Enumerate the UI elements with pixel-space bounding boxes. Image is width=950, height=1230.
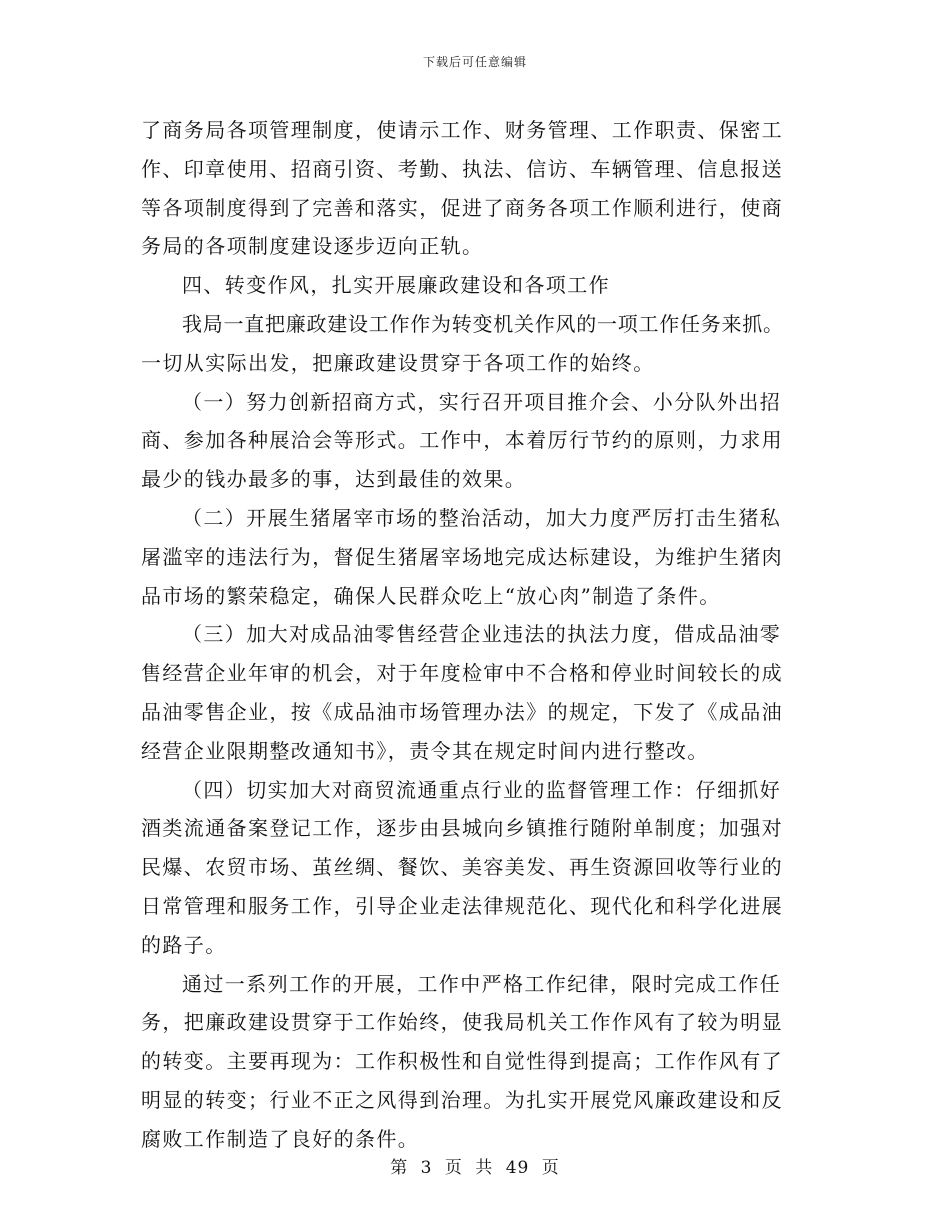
text-line: 售经营企业年审的机会，对于年度检审中不合格和停业时间较长的成 <box>141 661 783 686</box>
text-line: 商、参加各种展洽会等形式。工作中，本着厉行节约的原则，力求用 <box>141 428 783 453</box>
text-line: 屠滥宰的违法行为，督促生猪屠宰场地完成达标建设，为维护生猪肉 <box>141 544 783 569</box>
text-line: 腐败工作制造了良好的条件。 <box>141 1126 420 1151</box>
text-line: （一）努力创新招商方式，实行召开项目推介会、小分队外出招 <box>182 389 782 414</box>
text-line: 一切从实际出发，把廉政建设贯穿于各项工作的始终。 <box>141 350 655 375</box>
text-line: 日常管理和服务工作，引导企业走法律规范化、现代化和科学化进展 <box>141 893 783 918</box>
page-footer <box>0 1153 950 1178</box>
text-line: 最少的钱办最多的事，达到最佳的效果。 <box>141 467 527 492</box>
text-line: 明显的转变；行业不正之风得到治理。为扎实开展党风廉政建设和反 <box>141 1087 783 1112</box>
text-line: （三）加大对成品油零售经营企业违法的执法力度，借成品油零 <box>182 622 782 647</box>
text-line: 品市场的繁荣稳定，确保人民群众吃上“放心肉”制造了条件。 <box>141 583 721 608</box>
text-line: 通过一系列工作的开展，工作中严格工作纪律，限时完成工作任 <box>182 971 782 996</box>
text-line: 了商务局各项管理制度，使请示工作、财务管理、工作职责、保密工 <box>141 118 783 142</box>
page-header: 下载后可任意编辑 <box>422 55 527 69</box>
document-body <box>141 111 813 1159</box>
text-line: 酒类流通备案登记工作，逐步由县城向乡镇推行随附单制度；加强对 <box>141 816 783 841</box>
current-page-number: 3 <box>420 1158 433 1178</box>
text-line: （二）开展生猪屠宰市场的整治活动，加大力度严厉打击生猪私 <box>182 505 782 530</box>
text-line: 品油零售企业，按《成品油市场管理办法》的规定，下发了《成品油 <box>141 699 783 724</box>
text-line: 作、印章使用、招商引资、考勤、执法、信访、车辆管理、信息报送 <box>141 156 783 181</box>
footer-mid: 页 共 <box>444 1158 494 1178</box>
text-line: 的路子。 <box>141 932 227 957</box>
text-line: 民爆、农贸市场、茧丝绸、餐饮、美容美发、再生资源回收等行业的 <box>141 855 783 880</box>
text-line: （四）切实加大对商贸流通重点行业的监督管理工作：仔细抓好 <box>182 777 782 802</box>
text-line: 的转变。主要再现为：工作积极性和自觉性得到提高；工作作风有了 <box>141 1049 783 1074</box>
text-line: 务，把廉政建设贯穿于工作始终，使我局机关工作作风有了较为明显 <box>141 1010 783 1035</box>
footer-prefix: 第 <box>390 1158 409 1178</box>
text-line: 务局的各项制度建设逐步迈向正轨。 <box>141 234 484 259</box>
text-line: 等各项制度得到了完善和落实，促进了商务各项工作顺利进行，使商 <box>141 195 783 220</box>
footer-suffix: 页 <box>541 1158 560 1178</box>
text-line: 经营企业限期整改通知书》，责令其在规定时间内进行整改。 <box>141 738 709 763</box>
total-page-count: 49 <box>505 1158 530 1178</box>
section-heading: 四、转变作风，扎实开展廉政建设和各项工作 <box>182 273 610 298</box>
text-line: 我局一直把廉政建设工作作为转变机关作风的一项工作任务来抓。 <box>182 311 784 336</box>
